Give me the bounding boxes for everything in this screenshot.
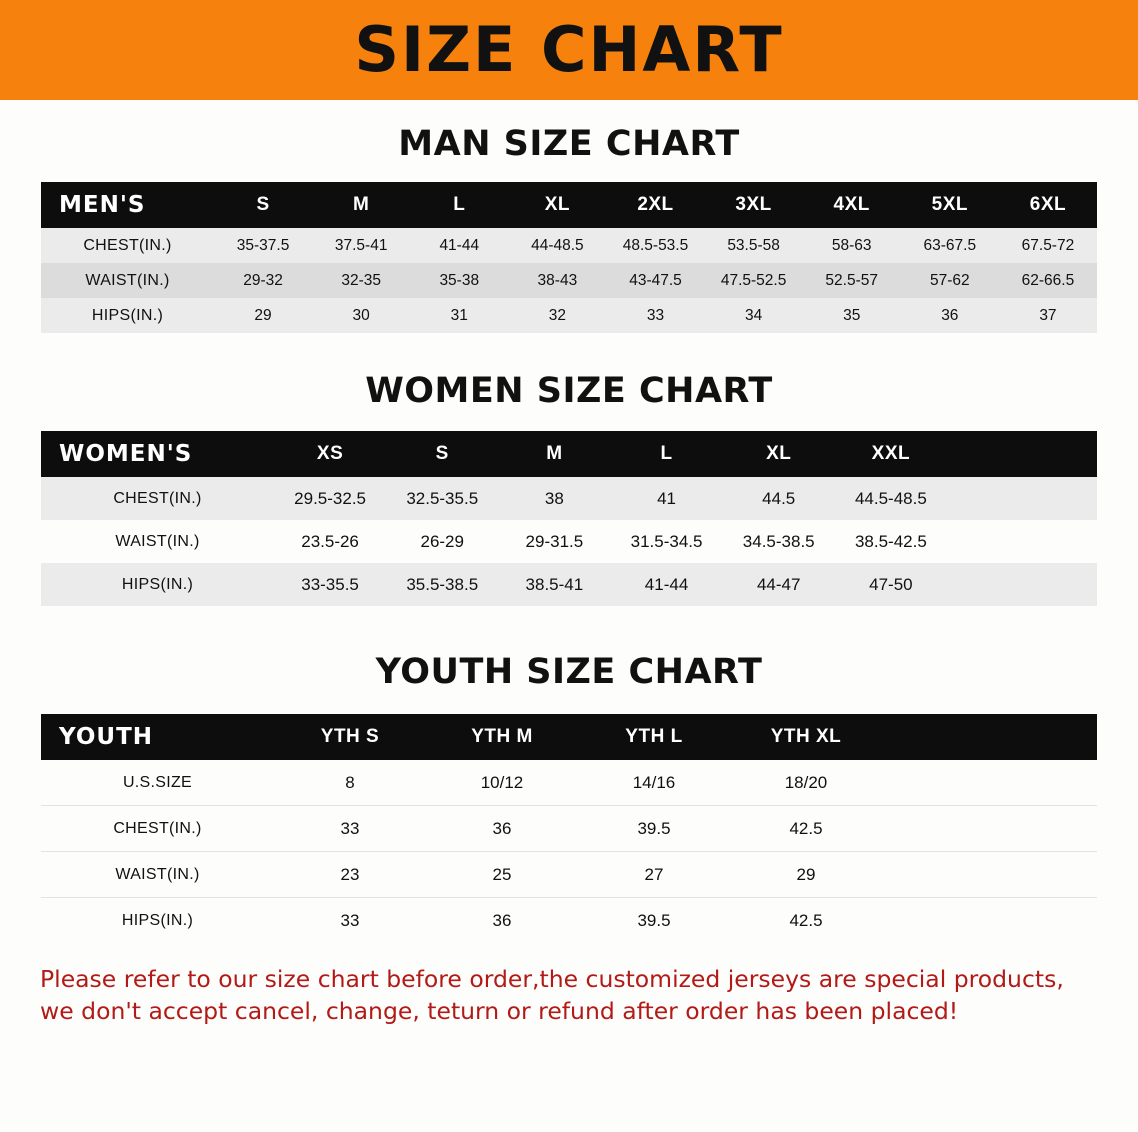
- youth-row-2-cell-3: 29: [730, 852, 882, 898]
- table-row: [41, 263, 1097, 298]
- women-header-cell-4: L: [660, 443, 673, 464]
- man-table-header-row: [41, 182, 1097, 228]
- women-row-0-spacer: [947, 477, 1097, 520]
- man-section-heading: MAN SIZE CHART: [398, 124, 740, 164]
- women-row-1-cell-2: 29-31.5: [525, 531, 584, 551]
- women-row-0-cell-0: 29.5-32.5: [294, 488, 366, 508]
- youth-row-2-spacer: [882, 852, 1097, 898]
- youth-header-cell-0: YOUTH: [59, 724, 154, 750]
- man-header-cell-8: 5XL: [931, 194, 968, 215]
- youth-row-0-spacer: [882, 760, 1097, 806]
- table-row: [41, 898, 1097, 944]
- youth-header-spacer: [882, 714, 1097, 760]
- table-row: [41, 563, 1097, 606]
- women-header-cell-5: XL: [766, 443, 792, 464]
- man-row-2-cell-2: 31: [450, 306, 468, 324]
- man-row-0-cell-4: 48.5-53.5: [622, 236, 689, 254]
- youth-row-1-spacer: [882, 806, 1097, 852]
- man-row-0-cell-7: 63-67.5: [923, 236, 977, 254]
- youth-row-2-cell-1: 25: [426, 852, 578, 898]
- women-row-0-cell-3: 41: [657, 488, 676, 508]
- youth-header-cell-4: YTH XL: [770, 726, 842, 747]
- man-size-table: [41, 182, 1097, 333]
- women-size-table: [41, 431, 1097, 606]
- youth-size-table: [41, 714, 1097, 943]
- man-row-1-cell-1: 32-35: [341, 271, 381, 289]
- youth-row-1-cell-0: 33: [274, 806, 426, 852]
- man-row-0-cell-6: 58-63: [831, 236, 872, 254]
- women-row-0-cell-2: 38: [544, 488, 564, 508]
- women-row-2-cell-4: 44-47: [756, 574, 801, 594]
- man-row-0-cell-5: 53.5-58: [727, 236, 780, 254]
- man-row-1-cell-2: 35-38: [439, 271, 480, 289]
- man-row-1-cell-7: 57-62: [929, 271, 970, 289]
- table-row: [41, 852, 1097, 898]
- man-row-2-cell-7: 36: [941, 306, 959, 324]
- table-row: [41, 228, 1097, 263]
- man-row-0-cell-0: 35-37.5: [236, 236, 290, 254]
- youth-row-3-cell-2: 39.5: [637, 910, 671, 930]
- youth-row-0-label: U.S.SIZE: [41, 760, 274, 806]
- youth-row-3-cell-1: 36: [492, 910, 512, 930]
- youth-table-header-row: [41, 714, 1097, 760]
- man-row-2-cell-1: 30: [352, 306, 370, 324]
- man-row-0-cell-8: 67.5-72: [1021, 236, 1075, 254]
- table-row: [41, 760, 1097, 806]
- table-row: [41, 477, 1097, 520]
- man-row-2-label: HIPS(IN.): [91, 306, 164, 324]
- youth-header-cell-1: YTH S: [320, 726, 380, 747]
- man-header-cell-1: S: [256, 194, 270, 215]
- man-row-0-cell-2: 41-44: [439, 236, 480, 254]
- women-row-2-cell-0: 33-35.5: [301, 574, 359, 594]
- women-row-1-cell-1: 26-29: [420, 531, 464, 551]
- man-header-cell-9: 6XL: [1029, 194, 1067, 215]
- women-row-2-cell-3: 41-44: [644, 574, 689, 594]
- women-header-cell-1: XS: [316, 443, 344, 464]
- man-row-2-cell-8: 37: [1039, 306, 1057, 324]
- women-row-2-cell-2: 38.5-41: [525, 574, 584, 594]
- youth-row-2-cell-2: 27: [578, 852, 730, 898]
- youth-header-cell-3: YTH L: [625, 726, 683, 747]
- youth-row-3-cell-3: 42.5: [789, 910, 823, 930]
- women-row-1-spacer: [947, 520, 1097, 563]
- youth-row-0-cell-1: 10/12: [426, 760, 578, 806]
- page-banner: [0, 0, 1138, 100]
- man-row-2-cell-5: 34: [744, 306, 763, 324]
- women-header-cell-6: XXL: [871, 443, 911, 464]
- youth-row-0-cell-0: 8: [274, 760, 426, 806]
- page-title: SIZE CHART: [354, 13, 784, 86]
- disclaimer-line-1: Please refer to our size chart before order,the customized jerseys are special products,: [40, 965, 1064, 993]
- man-header-cell-0: MEN'S: [59, 192, 146, 218]
- youth-row-1-cell-3: 42.5: [730, 806, 882, 852]
- youth-row-1-cell-2: 39.5: [578, 806, 730, 852]
- women-row-2-cell-1: 35.5-38.5: [406, 574, 479, 594]
- youth-row-0-cell-3: 18/20: [730, 760, 882, 806]
- man-header-cell-3: L: [453, 194, 466, 215]
- youth-header-cell-2: YTH M: [471, 726, 533, 747]
- man-row-0-cell-1: 37.5-41: [334, 236, 388, 254]
- youth-row-3-spacer: [882, 898, 1097, 944]
- youth-row-0-cell-2: 14/16: [578, 760, 730, 806]
- women-row-2-spacer: [947, 563, 1097, 606]
- women-row-1-cell-4: 34.5-38.5: [742, 531, 815, 551]
- women-header-cell-0: WOMEN'S: [59, 441, 193, 467]
- women-row-1-cell-3: 31.5-34.5: [630, 531, 703, 551]
- disclaimer-line-2: we don't accept cancel, change, teturn or refund after order has been placed!: [40, 997, 959, 1026]
- man-row-2-cell-6: 35: [843, 306, 861, 324]
- man-row-2-cell-4: 33: [646, 306, 665, 324]
- man-row-1-cell-8: 62-66.5: [1021, 271, 1075, 289]
- youth-row-1-label: CHEST(IN.): [41, 806, 274, 852]
- man-row-0-label: CHEST(IN.): [83, 236, 172, 254]
- youth-row-1-cell-1: 36: [426, 806, 578, 852]
- man-row-1-label: WAIST(IN.): [85, 271, 170, 289]
- man-row-1-cell-4: 43-47.5: [629, 271, 682, 289]
- women-row-0-cell-1: 32.5-35.5: [406, 488, 479, 508]
- table-row: [41, 806, 1097, 852]
- youth-row-2-label: WAIST(IN.): [41, 852, 274, 898]
- women-row-1-label: WAIST(IN.): [115, 532, 200, 550]
- man-header-cell-2: M: [353, 194, 370, 215]
- man-row-1-cell-0: 29-32: [243, 271, 283, 289]
- women-header-cell-3: M: [546, 443, 563, 464]
- table-row: [41, 298, 1097, 333]
- man-header-cell-5: 2XL: [637, 194, 674, 215]
- man-header-cell-7: 4XL: [833, 194, 870, 215]
- table-row: [41, 520, 1097, 563]
- youth-section-heading: YOUTH SIZE CHART: [375, 652, 763, 692]
- man-row-2-cell-3: 32: [548, 306, 566, 324]
- man-row-2-cell-0: 29: [254, 306, 272, 324]
- man-table-wrapper: [41, 182, 1097, 333]
- women-header-spacer: [947, 431, 1097, 477]
- women-row-0-cell-4: 44.5: [762, 488, 796, 508]
- women-row-1-cell-0: 23.5-26: [301, 531, 359, 551]
- women-row-0-cell-5: 44.5-48.5: [854, 488, 927, 508]
- youth-row-3-cell-0: 33: [340, 910, 360, 930]
- women-row-0-label: CHEST(IN.): [113, 489, 202, 507]
- man-row-1-cell-3: 38-43: [537, 271, 578, 289]
- women-header-cell-2: S: [435, 443, 449, 464]
- women-table-wrapper: [41, 431, 1097, 606]
- women-row-2-label: HIPS(IN.): [121, 575, 194, 593]
- man-header-cell-6: 3XL: [735, 194, 772, 215]
- man-row-0-cell-3: 44-48.5: [531, 236, 584, 254]
- women-row-2-cell-5: 47-50: [869, 574, 913, 594]
- women-section-heading: WOMEN SIZE CHART: [365, 371, 773, 411]
- youth-table-wrapper: [41, 714, 1097, 943]
- youth-row-2-cell-0: 23: [274, 852, 426, 898]
- women-table-header-row: [41, 431, 1097, 477]
- women-row-1-cell-5: 38.5-42.5: [854, 531, 927, 551]
- man-row-1-cell-6: 52.5-57: [825, 271, 878, 289]
- man-row-1-cell-5: 47.5-52.5: [720, 271, 787, 289]
- youth-row-3-label: HIPS(IN.): [121, 911, 194, 929]
- man-header-cell-4: XL: [544, 194, 571, 215]
- disclaimer-note: [40, 963, 1098, 1028]
